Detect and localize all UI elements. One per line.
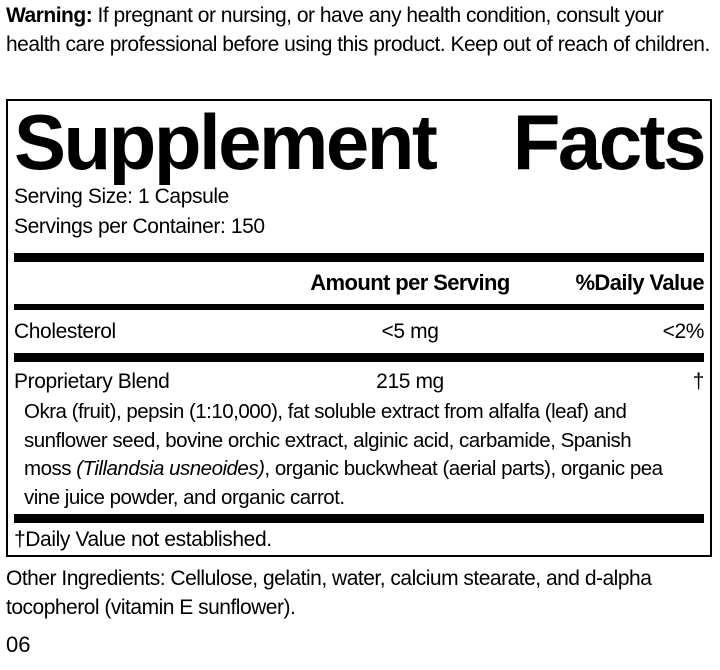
nutrient-row-cholesterol [14, 310, 704, 353]
separator-bar-thick [14, 514, 704, 523]
blend-description-text: , organic buckwheat (aerial parts), organic pea vine juice powder, and organic carrot. [24, 457, 663, 509]
column-header-amount: Amount per Serving [310, 270, 510, 295]
blend-description-text: Okra (fruit), pepsin (1:10,000), fat soluble extract from alfalfa (leaf) and sunflower seed, bovine orchic extract, alginic acid, carbamide, Spanish moss [24, 400, 632, 480]
nutrient-name: Proprietary Blend [14, 370, 170, 393]
nutrient-daily-value: <2% [662, 320, 704, 343]
column-header-daily-value: %Daily Value [575, 270, 704, 295]
warning-paragraph [6, 2, 715, 59]
column-header-row [14, 262, 704, 304]
blend-latin-name: (Tillandsia usneoides) [76, 457, 265, 480]
panel-title-word-supplement: Supplement [14, 99, 436, 186]
other-ingredients: Other Ingredients: Cellulose, gelatin, water, calcium stearate, and d-alpha tocopherol (vitamin E sunflower). [6, 567, 652, 619]
servings-per-container: Servings per Container: 150 [14, 215, 265, 238]
nutrient-name: Cholesterol [14, 320, 116, 343]
serving-size: Serving Size: 1 Capsule [14, 185, 229, 208]
warning-label: Warning: [6, 4, 93, 27]
separator-bar-thick [14, 353, 704, 362]
warning-text: If pregnant or nursing, or have any health condition, consult your health care professional before using this product. Keep out of reach of children. [6, 4, 710, 56]
supplement-facts-panel [6, 99, 712, 557]
product-code: 06 [6, 632, 31, 657]
nutrient-amount: <5 mg [381, 320, 439, 343]
blend-description [24, 398, 682, 512]
dagger-symbol: † [692, 370, 704, 393]
nutrient-row-proprietary-blend [14, 362, 704, 398]
nutrient-amount: 215 mg [376, 370, 444, 393]
separator-bar-thick [14, 253, 704, 262]
panel-title-word-facts: Facts [512, 99, 704, 186]
panel-title [14, 99, 704, 186]
daily-value-footnote: †Daily Value not established. [14, 528, 272, 551]
